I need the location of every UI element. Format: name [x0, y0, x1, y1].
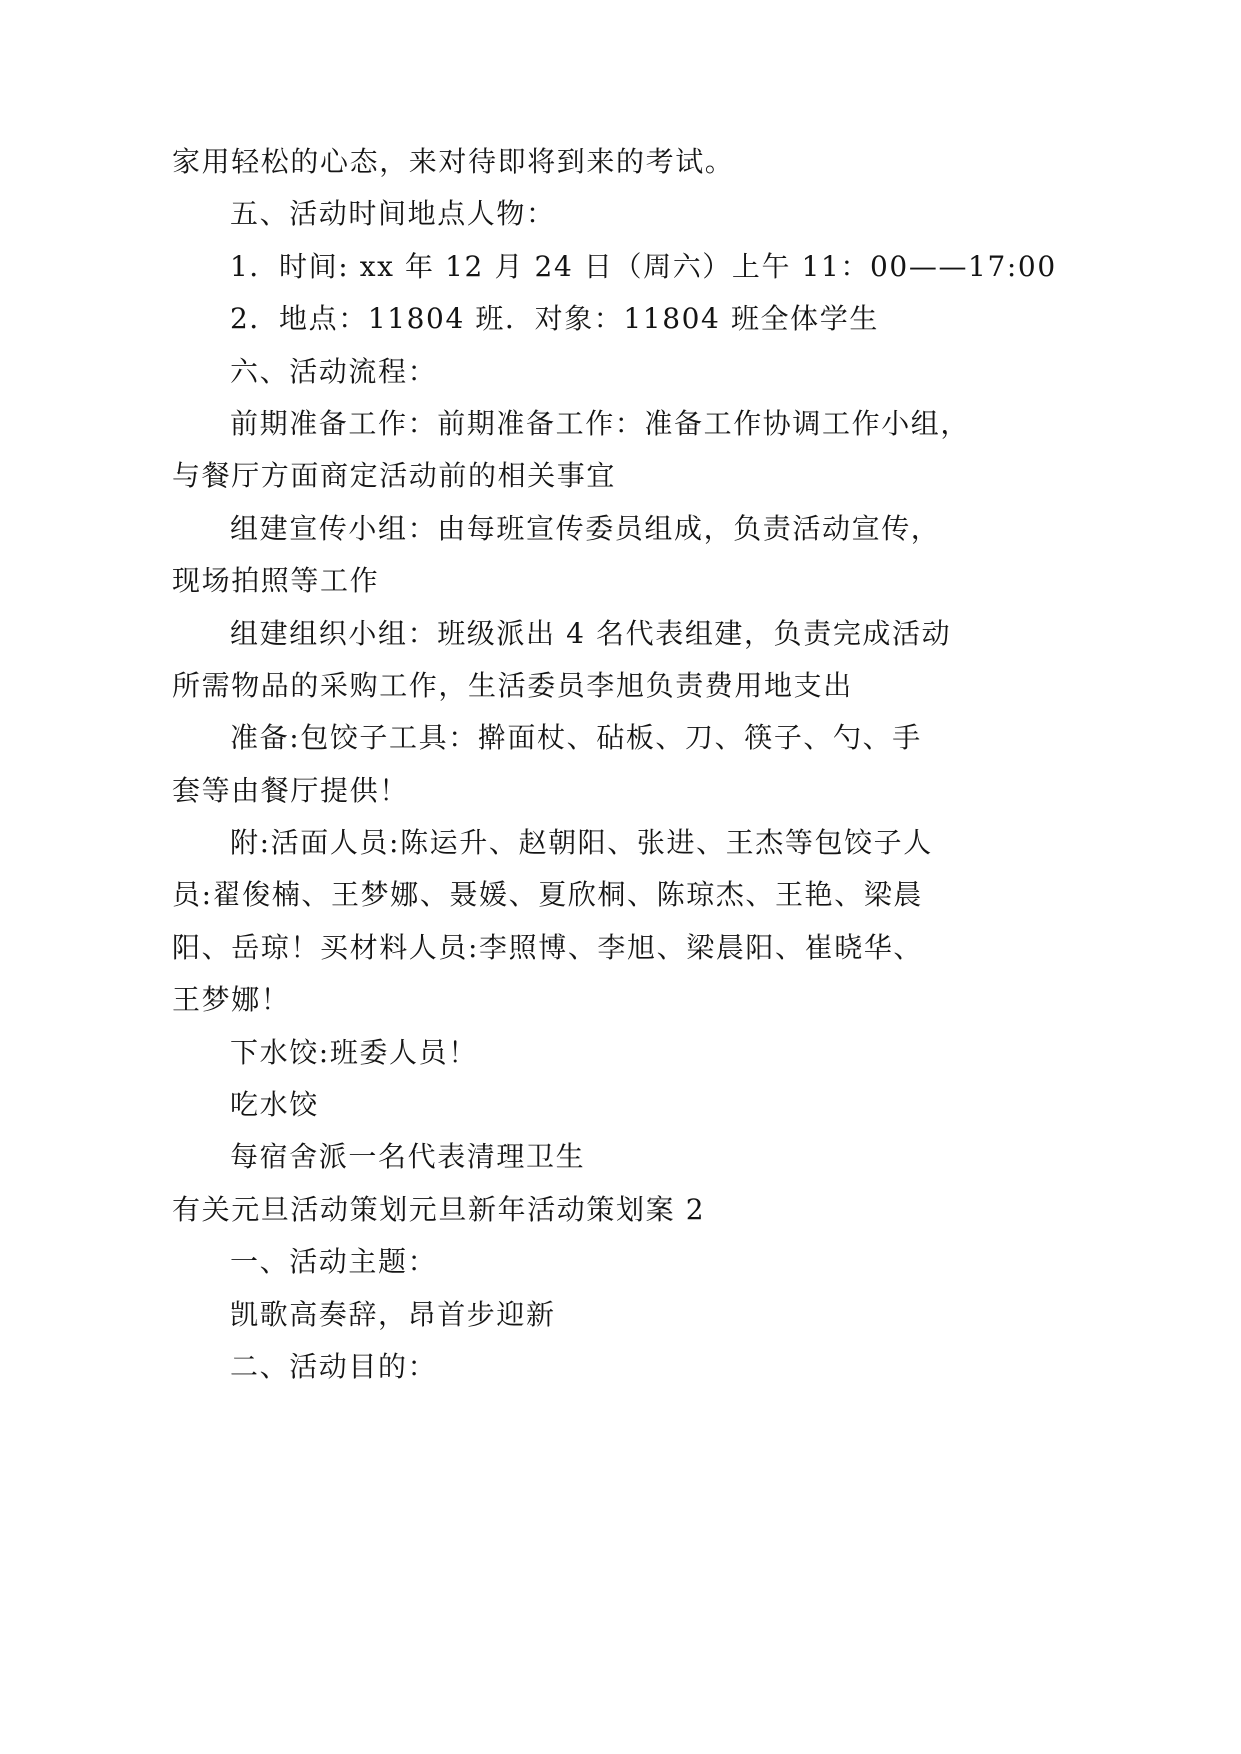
paragraph-line: 现场拍照等工作 [172, 564, 380, 598]
paragraph-line: 组建宣传小组：由每班宣传委员组成，负责活动宣传， [230, 511, 941, 545]
paragraph-theme: 凯歌高奏辞，昂首步迎新 [230, 1297, 556, 1331]
paragraph-line: 套等由餐厅提供！ [172, 773, 409, 807]
paragraph-line: 下水饺:班委人员！ [230, 1035, 478, 1069]
list-item-time: 1．时间: xx 年 12 月 24 日（周六）上午 11：00——17:00 [230, 249, 1057, 283]
paragraph-line: 员:翟俊楠、王梦娜、聂媛、夏欣桐、陈琼杰、王艳、梁晨 [172, 878, 924, 912]
paragraph-line: 吃水饺 [230, 1088, 319, 1122]
paragraph-line: 前期准备工作：前期准备工作：准备工作协调工作小组， [230, 406, 971, 440]
paragraph-line: 阳、岳琼！买材料人员:李照博、李旭、梁晨阳、崔晓华、 [172, 930, 924, 964]
section-heading-time-place: 五、活动时间地点人物： [230, 197, 556, 231]
section-heading-theme: 一、活动主题： [230, 1245, 438, 1279]
paragraph-continuation: 家用轻松的心态，来对待即将到来的考试。 [172, 145, 735, 178]
paragraph-line: 每宿舍派一名代表清理卫生 [230, 1140, 586, 1174]
paragraph-line: 王梦娜！ [172, 983, 291, 1017]
section-heading-process: 六、活动流程： [230, 354, 438, 388]
paragraph-line: 所需物品的采购工作，生活委员李旭负责费用地支出 [172, 668, 853, 702]
paragraph-line: 组建组织小组：班级派出 4 名代表组建，负责完成活动 [230, 616, 952, 650]
document-title-plan-2: 有关元旦活动策划元旦新年活动策划案 2 [172, 1192, 706, 1226]
list-item-place: 2．地点：11804 班．对象：11804 班全体学生 [230, 302, 879, 336]
section-heading-purpose: 二、活动目的： [230, 1349, 438, 1383]
paragraph-line: 与餐厅方面商定活动前的相关事宜 [172, 459, 617, 493]
paragraph-line: 准备:包饺子工具：擀面杖、砧板、刀、筷子、勺、手 [230, 721, 922, 755]
paragraph-line: 附:活面人员:陈运升、赵朝阳、张进、王杰等包饺子人 [230, 826, 933, 860]
